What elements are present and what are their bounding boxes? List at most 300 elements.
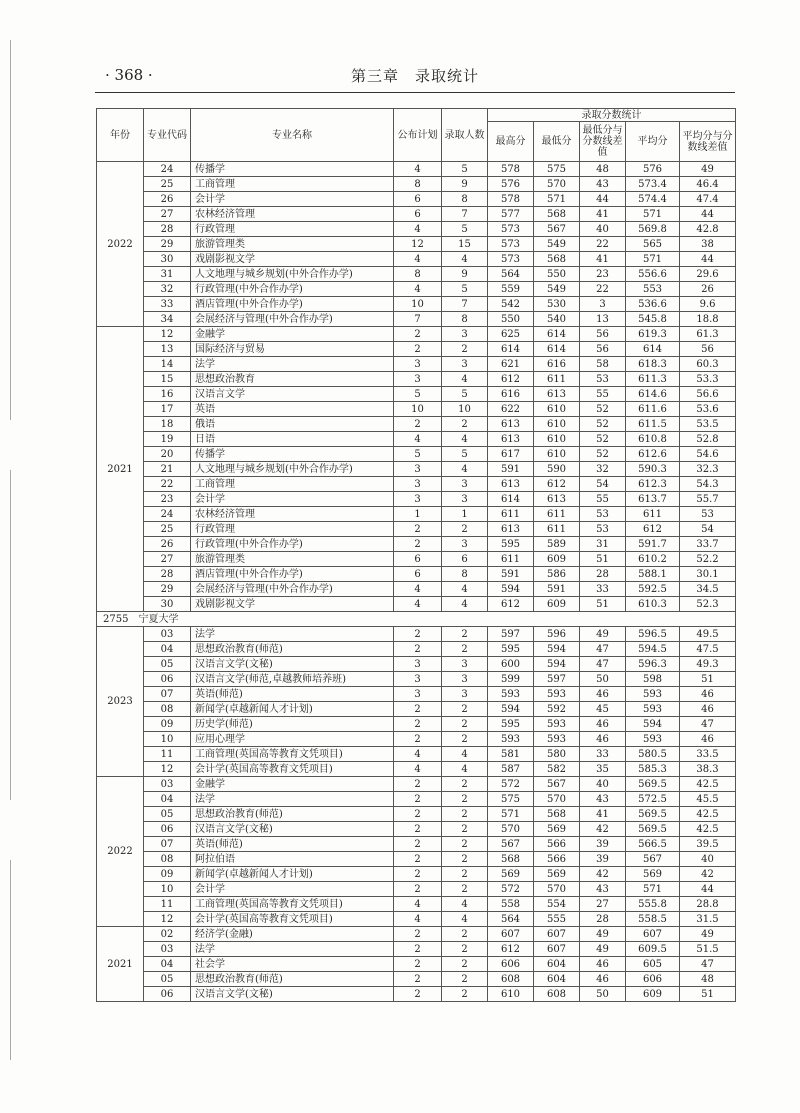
major-code-cell: 09 [144, 717, 191, 732]
major-code-cell: 11 [144, 897, 191, 912]
avg-score-cell: 596.5 [626, 627, 680, 642]
avg-diff-cell: 53.6 [680, 402, 736, 417]
avg-diff-cell: 48 [680, 972, 736, 987]
avg-diff-cell: 52.2 [680, 552, 736, 567]
col-admitted: 录取人数 [442, 109, 488, 162]
plan-cell: 2 [394, 327, 442, 342]
table-row [97, 897, 736, 912]
max-score-cell: 611 [488, 552, 534, 567]
avg-diff-cell: 49.5 [680, 627, 736, 642]
admitted-cell: 2 [442, 342, 488, 357]
max-score-cell: 594 [488, 582, 534, 597]
min-diff-cell: 43 [580, 882, 626, 897]
binding-margin [0, 0, 22, 1113]
col-major-name: 专业名称 [191, 109, 394, 162]
admitted-cell: 2 [442, 417, 488, 432]
min-score-cell: 616 [534, 357, 580, 372]
avg-diff-cell: 38 [680, 237, 736, 252]
major-code-cell: 27 [144, 552, 191, 567]
plan-cell: 2 [394, 807, 442, 822]
major-code-cell: 06 [144, 672, 191, 687]
plan-cell: 2 [394, 522, 442, 537]
admitted-cell: 2 [442, 882, 488, 897]
avg-diff-cell: 49.3 [680, 657, 736, 672]
major-name-cell: 行政管理(中外合作办学) [191, 282, 394, 297]
max-score-cell: 542 [488, 297, 534, 312]
avg-score-cell: 612.6 [626, 447, 680, 462]
min-diff-cell: 49 [580, 927, 626, 942]
admitted-cell: 3 [442, 687, 488, 702]
admitted-cell: 8 [442, 192, 488, 207]
max-score-cell: 595 [488, 537, 534, 552]
plan-cell: 4 [394, 762, 442, 777]
admitted-cell: 2 [442, 867, 488, 882]
col-plan: 公布计划 [394, 109, 442, 162]
admitted-cell: 4 [442, 252, 488, 267]
avg-diff-cell: 52.8 [680, 432, 736, 447]
min-score-cell: 540 [534, 312, 580, 327]
admitted-cell: 2 [442, 522, 488, 537]
avg-score-cell: 574.4 [626, 192, 680, 207]
table-row [97, 717, 736, 732]
avg-score-cell: 571 [626, 882, 680, 897]
plan-cell: 6 [394, 567, 442, 582]
table-row [97, 162, 736, 177]
min-score-cell: 570 [534, 882, 580, 897]
min-score-cell: 555 [534, 912, 580, 927]
school-name: 2755 宁夏大学 [97, 612, 736, 627]
major-name-cell: 历史学(师范) [191, 717, 394, 732]
min-diff-cell: 48 [580, 162, 626, 177]
avg-score-cell: 610.3 [626, 597, 680, 612]
table-row [97, 492, 736, 507]
max-score-cell: 576 [488, 177, 534, 192]
min-score-cell: 570 [534, 177, 580, 192]
min-diff-cell: 33 [580, 747, 626, 762]
major-name-cell: 经济学(金融) [191, 927, 394, 942]
major-name-cell: 法学 [191, 357, 394, 372]
major-name-cell: 汉语言文学(文秘) [191, 987, 394, 1002]
min-score-cell: 530 [534, 297, 580, 312]
table-row [97, 987, 736, 1002]
min-score-cell: 589 [534, 537, 580, 552]
min-diff-cell: 55 [580, 492, 626, 507]
table-row [97, 687, 736, 702]
max-score-cell: 608 [488, 972, 534, 987]
plan-cell: 4 [394, 747, 442, 762]
min-diff-cell: 28 [580, 912, 626, 927]
table-row [97, 627, 736, 642]
plan-cell: 2 [394, 627, 442, 642]
avg-diff-cell: 61.3 [680, 327, 736, 342]
min-score-cell: 570 [534, 792, 580, 807]
table-row [97, 447, 736, 462]
plan-cell: 3 [394, 492, 442, 507]
admitted-cell: 2 [442, 837, 488, 852]
avg-diff-cell: 52.3 [680, 597, 736, 612]
admitted-cell: 3 [442, 537, 488, 552]
min-diff-cell: 27 [580, 897, 626, 912]
min-score-cell: 614 [534, 342, 580, 357]
major-code-cell: 32 [144, 282, 191, 297]
avg-diff-cell: 54.3 [680, 477, 736, 492]
max-score-cell: 593 [488, 687, 534, 702]
major-name-cell: 应用心理学 [191, 732, 394, 747]
plan-cell: 10 [394, 297, 442, 312]
major-code-cell: 23 [144, 492, 191, 507]
table-row [97, 387, 736, 402]
avg-score-cell: 567 [626, 852, 680, 867]
plan-cell: 2 [394, 942, 442, 957]
avg-diff-cell: 47.4 [680, 192, 736, 207]
col-min-diff: 最低分与分数线差值 [580, 122, 626, 162]
col-avg: 平均分 [626, 122, 680, 162]
min-score-cell: 614 [534, 327, 580, 342]
min-diff-cell: 51 [580, 597, 626, 612]
avg-score-cell: 611.5 [626, 417, 680, 432]
col-major-code: 专业代码 [144, 109, 191, 162]
major-code-cell: 29 [144, 582, 191, 597]
avg-diff-cell: 33.5 [680, 747, 736, 762]
avg-score-cell: 611.3 [626, 372, 680, 387]
major-name-cell: 英语(师范) [191, 837, 394, 852]
min-diff-cell: 52 [580, 402, 626, 417]
max-score-cell: 616 [488, 387, 534, 402]
avg-diff-cell: 47 [680, 717, 736, 732]
admitted-cell: 15 [442, 237, 488, 252]
max-score-cell: 567 [488, 837, 534, 852]
table-body [97, 162, 736, 1002]
table-row [97, 372, 736, 387]
admitted-cell: 5 [442, 447, 488, 462]
avg-score-cell: 569.5 [626, 822, 680, 837]
max-score-cell: 599 [488, 672, 534, 687]
min-diff-cell: 52 [580, 447, 626, 462]
table-row [97, 732, 736, 747]
major-code-cell: 21 [144, 462, 191, 477]
major-name-cell: 思想政治教育(师范) [191, 972, 394, 987]
admitted-cell: 2 [442, 852, 488, 867]
avg-diff-cell: 42.5 [680, 822, 736, 837]
avg-diff-cell: 26 [680, 282, 736, 297]
avg-score-cell: 614 [626, 342, 680, 357]
major-code-cell: 04 [144, 792, 191, 807]
avg-diff-cell: 18.8 [680, 312, 736, 327]
table-row [97, 912, 736, 927]
major-code-cell: 25 [144, 177, 191, 192]
min-diff-cell: 40 [580, 222, 626, 237]
major-code-cell: 16 [144, 387, 191, 402]
col-max: 最高分 [488, 122, 534, 162]
min-diff-cell: 31 [580, 537, 626, 552]
admitted-cell: 2 [442, 822, 488, 837]
avg-score-cell: 569.5 [626, 777, 680, 792]
table-row [97, 942, 736, 957]
major-code-cell: 15 [144, 372, 191, 387]
table-row [97, 537, 736, 552]
min-diff-cell: 32 [580, 462, 626, 477]
plan-cell: 2 [394, 717, 442, 732]
max-score-cell: 611 [488, 507, 534, 522]
plan-cell: 2 [394, 987, 442, 1002]
min-diff-cell: 41 [580, 252, 626, 267]
min-score-cell: 569 [534, 867, 580, 882]
major-code-cell: 04 [144, 642, 191, 657]
admission-table [96, 108, 736, 1002]
major-code-cell: 24 [144, 507, 191, 522]
max-score-cell: 572 [488, 777, 534, 792]
admitted-cell: 2 [442, 987, 488, 1002]
major-code-cell: 07 [144, 837, 191, 852]
min-diff-cell: 41 [580, 207, 626, 222]
major-name-cell: 戏剧影视文学 [191, 597, 394, 612]
plan-cell: 7 [394, 312, 442, 327]
avg-diff-cell: 56 [680, 342, 736, 357]
table-row [97, 597, 736, 612]
admitted-cell: 10 [442, 402, 488, 417]
min-score-cell: 609 [534, 552, 580, 567]
school-row [97, 612, 736, 627]
major-name-cell: 日语 [191, 432, 394, 447]
min-score-cell: 611 [534, 507, 580, 522]
admitted-cell: 8 [442, 567, 488, 582]
table-row [97, 807, 736, 822]
avg-diff-cell: 44 [680, 882, 736, 897]
avg-score-cell: 612 [626, 522, 680, 537]
avg-score-cell: 606 [626, 972, 680, 987]
max-score-cell: 578 [488, 192, 534, 207]
avg-diff-cell: 44 [680, 252, 736, 267]
table-row [97, 402, 736, 417]
avg-score-cell: 611 [626, 507, 680, 522]
min-score-cell: 591 [534, 582, 580, 597]
max-score-cell: 564 [488, 912, 534, 927]
avg-diff-cell: 34.5 [680, 582, 736, 597]
admitted-cell: 3 [442, 357, 488, 372]
major-name-cell: 新闻学(卓越新闻人才计划) [191, 867, 394, 882]
max-score-cell: 578 [488, 162, 534, 177]
major-name-cell: 行政管理 [191, 222, 394, 237]
min-score-cell: 604 [534, 972, 580, 987]
col-min: 最低分 [534, 122, 580, 162]
major-name-cell: 行政管理 [191, 522, 394, 537]
avg-score-cell: 594.5 [626, 642, 680, 657]
major-name-cell: 工商管理 [191, 477, 394, 492]
max-score-cell: 569 [488, 867, 534, 882]
plan-cell: 2 [394, 777, 442, 792]
table-row [97, 972, 736, 987]
min-diff-cell: 22 [580, 237, 626, 252]
major-name-cell: 农林经济管理 [191, 207, 394, 222]
avg-score-cell: 572.5 [626, 792, 680, 807]
min-score-cell: 610 [534, 402, 580, 417]
min-diff-cell: 39 [580, 837, 626, 852]
min-score-cell: 607 [534, 927, 580, 942]
min-diff-cell: 3 [580, 297, 626, 312]
avg-score-cell: 607 [626, 927, 680, 942]
plan-cell: 2 [394, 822, 442, 837]
plan-cell: 4 [394, 252, 442, 267]
table-row [97, 282, 736, 297]
plan-cell: 2 [394, 972, 442, 987]
plan-cell: 4 [394, 282, 442, 297]
min-diff-cell: 13 [580, 312, 626, 327]
min-score-cell: 549 [534, 237, 580, 252]
avg-score-cell: 569 [626, 867, 680, 882]
major-code-cell: 20 [144, 447, 191, 462]
avg-diff-cell: 42 [680, 867, 736, 882]
table-header [97, 109, 736, 162]
major-code-cell: 28 [144, 222, 191, 237]
major-name-cell: 汉语言文学(文秘) [191, 657, 394, 672]
avg-diff-cell: 46.4 [680, 177, 736, 192]
major-code-cell: 05 [144, 972, 191, 987]
major-code-cell: 06 [144, 822, 191, 837]
table-row [97, 252, 736, 267]
avg-score-cell: 590.3 [626, 462, 680, 477]
plan-cell: 8 [394, 177, 442, 192]
table-row [97, 822, 736, 837]
major-code-cell: 33 [144, 297, 191, 312]
admitted-cell: 2 [442, 717, 488, 732]
admitted-cell: 4 [442, 597, 488, 612]
min-score-cell: 596 [534, 627, 580, 642]
admitted-cell: 2 [442, 927, 488, 942]
major-code-cell: 05 [144, 657, 191, 672]
table-row [97, 192, 736, 207]
table-row [97, 867, 736, 882]
min-score-cell: 566 [534, 837, 580, 852]
plan-cell: 12 [394, 237, 442, 252]
min-diff-cell: 50 [580, 987, 626, 1002]
min-score-cell: 554 [534, 897, 580, 912]
max-score-cell: 573 [488, 252, 534, 267]
min-diff-cell: 46 [580, 732, 626, 747]
min-score-cell: 611 [534, 372, 580, 387]
major-name-cell: 酒店管理(中外合作办学) [191, 297, 394, 312]
min-score-cell: 594 [534, 642, 580, 657]
admitted-cell: 3 [442, 657, 488, 672]
table-row [97, 507, 736, 522]
major-name-cell: 会计学(英国高等教育文凭项目) [191, 762, 394, 777]
table-row [97, 417, 736, 432]
plan-cell: 2 [394, 837, 442, 852]
min-diff-cell: 56 [580, 342, 626, 357]
avg-diff-cell: 39.5 [680, 837, 736, 852]
min-score-cell: 580 [534, 747, 580, 762]
max-score-cell: 581 [488, 747, 534, 762]
max-score-cell: 613 [488, 477, 534, 492]
avg-diff-cell: 46 [680, 687, 736, 702]
plan-cell: 2 [394, 642, 442, 657]
table-row [97, 672, 736, 687]
min-diff-cell: 53 [580, 507, 626, 522]
min-score-cell: 613 [534, 387, 580, 402]
table-row [97, 522, 736, 537]
plan-cell: 2 [394, 342, 442, 357]
major-code-cell: 10 [144, 732, 191, 747]
admitted-cell: 2 [442, 957, 488, 972]
plan-cell: 4 [394, 912, 442, 927]
avg-diff-cell: 51 [680, 672, 736, 687]
avg-diff-cell: 49 [680, 162, 736, 177]
major-name-cell: 法学 [191, 942, 394, 957]
avg-score-cell: 609 [626, 987, 680, 1002]
major-name-cell: 会展经济与管理(中外合作办学) [191, 582, 394, 597]
min-score-cell: 568 [534, 252, 580, 267]
admitted-cell: 4 [442, 372, 488, 387]
max-score-cell: 558 [488, 897, 534, 912]
plan-cell: 5 [394, 447, 442, 462]
min-diff-cell: 55 [580, 387, 626, 402]
avg-diff-cell: 31.5 [680, 912, 736, 927]
max-score-cell: 570 [488, 822, 534, 837]
avg-diff-cell: 33.7 [680, 537, 736, 552]
table-row [97, 567, 736, 582]
min-score-cell: 568 [534, 807, 580, 822]
major-name-cell: 社会学 [191, 957, 394, 972]
admitted-cell: 9 [442, 177, 488, 192]
max-score-cell: 614 [488, 342, 534, 357]
min-score-cell: 549 [534, 282, 580, 297]
min-diff-cell: 42 [580, 822, 626, 837]
major-name-cell: 传播学 [191, 162, 394, 177]
min-score-cell: 582 [534, 762, 580, 777]
min-diff-cell: 33 [580, 582, 626, 597]
min-diff-cell: 51 [580, 552, 626, 567]
min-score-cell: 575 [534, 162, 580, 177]
min-score-cell: 611 [534, 522, 580, 537]
admitted-cell: 4 [442, 762, 488, 777]
table-row [97, 792, 736, 807]
max-score-cell: 564 [488, 267, 534, 282]
admitted-cell: 4 [442, 582, 488, 597]
avg-score-cell: 556.6 [626, 267, 680, 282]
plan-cell: 2 [394, 792, 442, 807]
plan-cell: 10 [394, 402, 442, 417]
max-score-cell: 550 [488, 312, 534, 327]
avg-score-cell: 576 [626, 162, 680, 177]
avg-diff-cell: 45.5 [680, 792, 736, 807]
major-code-cell: 08 [144, 702, 191, 717]
plan-cell: 4 [394, 582, 442, 597]
major-name-cell: 会计学 [191, 192, 394, 207]
min-diff-cell: 23 [580, 267, 626, 282]
avg-score-cell: 566.5 [626, 837, 680, 852]
avg-score-cell: 592.5 [626, 582, 680, 597]
min-score-cell: 566 [534, 852, 580, 867]
table-row [97, 747, 736, 762]
major-code-cell: 30 [144, 252, 191, 267]
admitted-cell: 5 [442, 387, 488, 402]
avg-diff-cell: 51 [680, 987, 736, 1002]
plan-cell: 4 [394, 162, 442, 177]
min-score-cell: 592 [534, 702, 580, 717]
avg-diff-cell: 42.8 [680, 222, 736, 237]
min-diff-cell: 47 [580, 657, 626, 672]
min-score-cell: 590 [534, 462, 580, 477]
admitted-cell: 4 [442, 747, 488, 762]
max-score-cell: 568 [488, 852, 534, 867]
avg-diff-cell: 53.3 [680, 372, 736, 387]
avg-score-cell: 610.8 [626, 432, 680, 447]
max-score-cell: 593 [488, 732, 534, 747]
avg-diff-cell: 42.5 [680, 777, 736, 792]
table-row [97, 642, 736, 657]
major-code-cell: 04 [144, 957, 191, 972]
major-name-cell: 农林经济管理 [191, 507, 394, 522]
avg-score-cell: 571 [626, 252, 680, 267]
